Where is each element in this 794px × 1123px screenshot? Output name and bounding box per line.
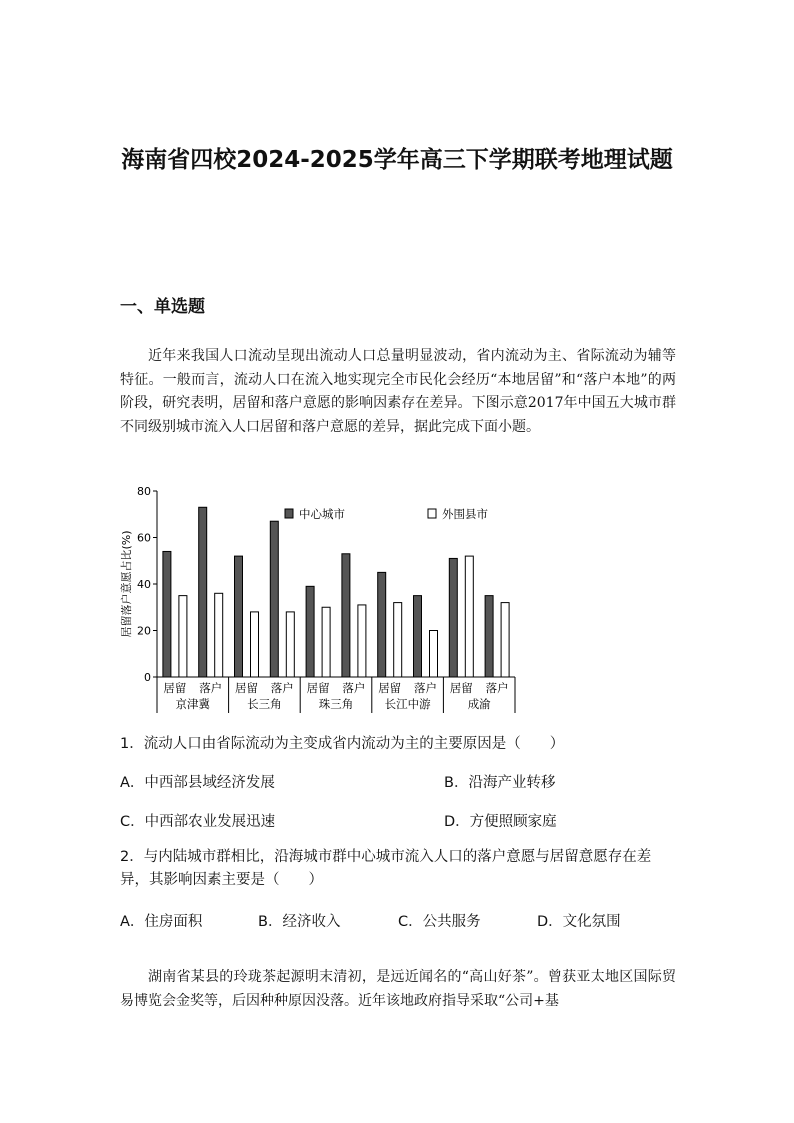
- q2-option-b[interactable]: B．经济收入: [258, 914, 341, 930]
- passage-2: 湖南省某县的玲珑茶起源明末清初，是远近闻名的“高山好茶”。曾获亚太地区国际贸易博览会金奖等，后因种种原因没落。近年该地政府指导采取“公司+基: [120, 969, 676, 1009]
- section-heading: 一、单选题: [120, 297, 205, 317]
- subcategory-label: 落户: [485, 681, 509, 695]
- bar-center: [235, 556, 243, 677]
- group-label: 长三角: [247, 697, 282, 711]
- group-label: 成渝: [467, 697, 491, 711]
- bar-center: [449, 558, 457, 677]
- subcategory-label: 落户: [414, 681, 437, 695]
- bar-center: [378, 572, 386, 677]
- subcategory-label: 居留: [306, 681, 330, 695]
- legend-label: 外围县市: [442, 507, 488, 521]
- legend-swatch: [285, 509, 293, 518]
- q1-option-a[interactable]: A．中西部县域经济发展: [120, 775, 275, 791]
- q1-option-c[interactable]: C．中西部农业发展迅速: [120, 814, 276, 830]
- subcategory-label: 居留: [163, 681, 187, 695]
- bar-center: [342, 554, 350, 677]
- bar-outer: [322, 607, 330, 677]
- page-title: 海南省四校2024-2025学年高三下学期联考地理试题: [121, 147, 673, 173]
- legend-label: 中心城市: [299, 507, 345, 521]
- q1-option-d[interactable]: D．方便照顾家庭: [444, 814, 557, 830]
- y-tick-label: 20: [137, 624, 151, 638]
- bar-outer: [286, 612, 294, 677]
- bar-outer: [358, 605, 366, 677]
- bar-center: [414, 596, 422, 677]
- y-axis-label: 居留落户意愿占比(%): [120, 530, 133, 638]
- bar-outer: [501, 603, 509, 677]
- q2-option-d[interactable]: D．文化氛围: [537, 914, 621, 930]
- subcategory-label: 落户: [199, 681, 223, 695]
- bar-outer: [465, 556, 473, 677]
- y-tick-label: 80: [137, 485, 151, 498]
- subcategory-label: 落户: [270, 681, 294, 695]
- legend-swatch: [428, 509, 436, 518]
- bar-outer: [394, 603, 402, 677]
- q1-option-b[interactable]: B．沿海产业转移: [444, 775, 556, 791]
- subcategory-label: 居留: [235, 681, 258, 695]
- bar-outer: [430, 631, 438, 678]
- y-tick-label: 0: [144, 671, 151, 684]
- bar-center: [199, 507, 207, 677]
- subcategory-label: 落户: [342, 681, 366, 695]
- q2-option-a[interactable]: A．住房面积: [120, 914, 203, 930]
- group-label: 珠三角: [318, 697, 354, 711]
- bar-outer: [179, 596, 187, 677]
- passage-1: 近年来我国人口流动呈现出流动人口总量明显波动，省内流动为主、省际流动为辅等特征。一般而言，流动人口在流入地实现完全市民化会经历“本地居留”和“落户本地”的两阶段，研究表明，居留和落户意愿的影响因素存在差异。下图示意2017年中国五大城市群不同级别城市流入人口居留和落户意愿的差异，据此完成下面小题。: [120, 348, 676, 435]
- group-label: 长江中游: [384, 697, 431, 711]
- subcategory-label: 居留: [449, 681, 473, 695]
- y-tick-label: 40: [137, 578, 151, 591]
- group-label: 京津冀: [175, 697, 211, 711]
- bar-outer: [215, 593, 223, 677]
- y-tick-label: 60: [137, 531, 151, 545]
- subcategory-label: 居留: [378, 681, 402, 695]
- bar-center: [485, 596, 493, 677]
- bar-chart: [110, 478, 530, 718]
- bar-outer: [251, 612, 259, 677]
- q2-option-c[interactable]: C．公共服务: [398, 914, 481, 930]
- question-1-stem: 1．流动人口由省际流动为主变成省内流动为主的主要原因是（ ）: [120, 736, 565, 752]
- bar-center: [270, 521, 278, 677]
- bar-center: [163, 551, 171, 677]
- bar-center: [306, 586, 314, 677]
- question-2-stem: 2．与内陆城市群相比，沿海城市群中心城市流入人口的落户意愿与居留意愿存在差异，其影响因素主要是（ ）: [120, 849, 652, 888]
